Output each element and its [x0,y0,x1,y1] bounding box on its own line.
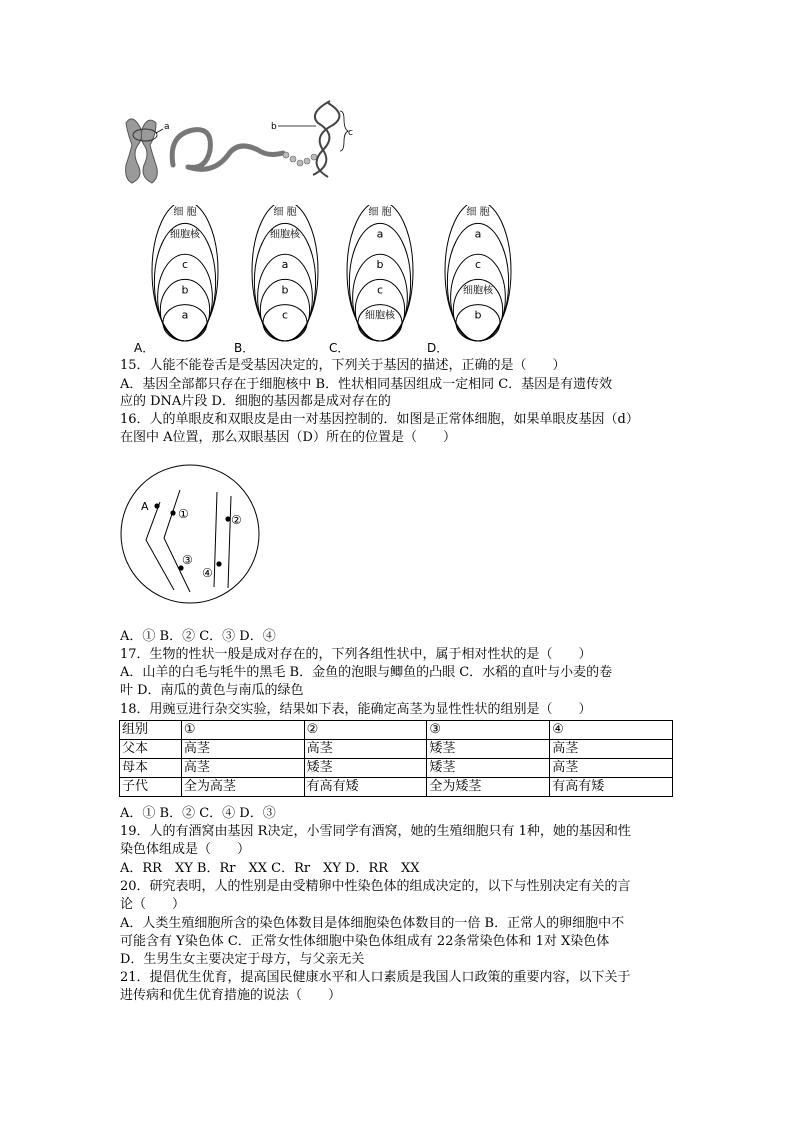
oval-option [134,205,218,355]
table-row [120,740,673,759]
table-cell: 矮茎 [304,759,427,778]
oval-label: 细 胞 [368,207,392,218]
coiled-fiber [172,130,283,170]
oval-label: 细 胞 [173,207,197,218]
oval-label: c [474,258,482,272]
table-cell: 高茎 [550,759,673,778]
q20-options-line3: D．生男生女主要决定于母方，与父亲无关 [120,952,365,967]
label-c: c [348,128,353,138]
q18-stem: 18．用豌豆进行杂交实验，结果如下表，能确定高茎为显性性状的组别是（ ） [120,702,592,717]
oval-label: 细胞核 [270,229,300,241]
table-row [120,778,673,797]
oval-label: a [181,308,189,322]
oval-label: a [474,227,482,241]
label-A: A [141,500,149,513]
table-cell: 矮茎 [427,740,550,759]
chromosome-dna-figure [118,95,368,190]
q17-options-line1: A．山羊的白毛与牦牛的黑毛 B．金鱼的泡眼与鲫鱼的凸眼 C．水稻的直叶与小麦的卷 [120,665,613,680]
q20-stem-line2: 论（ ） [120,897,186,912]
q18-options: A．① B．② C．④ D．③ [120,806,276,821]
table-cell: 父本 [120,740,182,759]
table-row [120,721,673,740]
table-cell: ③ [427,721,550,740]
q19-options: A．RR XY B．Rr XX C．Rr XY D．RR XX [120,861,420,876]
table-cell: ④ [550,721,673,740]
oval-label: b [181,283,189,297]
oval-option [427,205,511,355]
oval-label: 细 胞 [466,207,490,218]
label-3: ③ [182,553,193,567]
oval-option [234,205,318,355]
oval-label: c [281,308,289,322]
q21-stem-line2: 进传病和优生优育措施的说法（ ） [120,988,342,1003]
label-1: ① [178,507,189,521]
q16-options: A．① B．② C．③ D．④ [120,629,276,644]
oval-option [329,205,413,355]
oval-label: b [281,283,289,297]
table-row [120,759,673,778]
oval-label: b [376,258,384,272]
q20-options-line1: A．人类生殖细胞所含的染色体数目是体细胞染色体数目的一倍 B．正常人的卵细胞中不 [120,916,625,931]
label-2: ② [231,513,242,527]
q16-stem-line2: 在图中 A位置，那么双眼基因（D）所在的位置是（ ） [120,430,456,445]
table-cell: 高茎 [550,740,673,759]
oval-label: a [376,227,384,241]
oval-label: 细胞核 [365,310,395,322]
oval-label: a [281,258,289,272]
q15-options-line1: A．基因全部都只存在于细胞核中 B．性状相同基因组成一定相同 C．基因是有遗传效 [120,377,613,392]
oval-ring [254,223,315,341]
q17-stem: 17．生物的性状一般是成对存在的，下列各组性状中，属于相对性状的是（ ） [120,647,592,662]
oval-ring [447,223,508,341]
oval-label: c [181,258,189,272]
chromosome-shape [126,119,158,183]
nested-oval-figure [118,205,528,355]
q19-stem-line1: 19．人的有酒窝由基因 R决定，小雪同学有酒窝，她的生殖细胞只有 1种，她的基因和性 [120,824,631,839]
cell-chromosome-figure [118,462,268,612]
oval-ring [154,223,215,341]
oval-label: 细 胞 [273,207,297,218]
q19-stem-line2: 染色体组成是（ ） [120,842,251,857]
q18-table [119,720,673,797]
q15-options-line2: 应的 DNA片段 D．细胞的基因都是成对存在的 [120,394,391,409]
table-cell: 高茎 [181,740,304,759]
q20-stem-line1: 20．研究表明，人的性别是由受精卵中性染色体的组成决定的，以下与性别决定有关的言 [120,879,631,894]
q21-stem-line1: 21．提倡优生优育，提高国民健康水平和人口素质是我国人口政策的重要内容，以下关于 [120,970,631,985]
option-letter: D． [427,341,449,355]
table-cell: 子代 [120,778,182,797]
table-cell: 组别 [120,721,182,740]
oval-label: b [474,308,482,322]
table-cell: 矮茎 [427,759,550,778]
oval-label: 细胞核 [463,285,493,297]
option-letter: A． [134,341,155,355]
table-cell: ② [304,721,427,740]
oval-label: 细胞核 [170,229,200,241]
table-cell: 有高有矮 [304,778,427,797]
oval-ring [349,223,410,341]
label-b: b [271,122,277,132]
q15-stem: 15．人能不能卷舌是受基因决定的，下列关于基因的描述，正确的是（ ） [120,358,566,373]
table-cell: 全为矮茎 [427,778,550,797]
option-letter: C． [329,341,350,355]
q16-stem-line1: 16．人的单眼皮和双眼皮是由一对基因控制的．如图是正常体细胞，如果单眼皮基因（d） [120,412,639,427]
label-4: ④ [202,566,213,580]
table-cell: ① [181,721,304,740]
table-cell: 高茎 [181,759,304,778]
table-cell: 全为高茎 [181,778,304,797]
q20-options-line2: 可能含有 Y染色体 C．正常女性体细胞中染色体组成有 22条常染色体和 1对 X染色体 [120,934,610,949]
oval-label: c [376,283,384,297]
q17-options-line2: 叶 D．南瓜的黄色与南瓜的绿色 [120,683,304,698]
label-a: a [164,122,170,132]
dna-helix [313,101,339,177]
table-cell: 高茎 [304,740,427,759]
table-cell: 母本 [120,759,182,778]
table-cell: 有高有矮 [550,778,673,797]
option-letter: B． [234,341,255,355]
